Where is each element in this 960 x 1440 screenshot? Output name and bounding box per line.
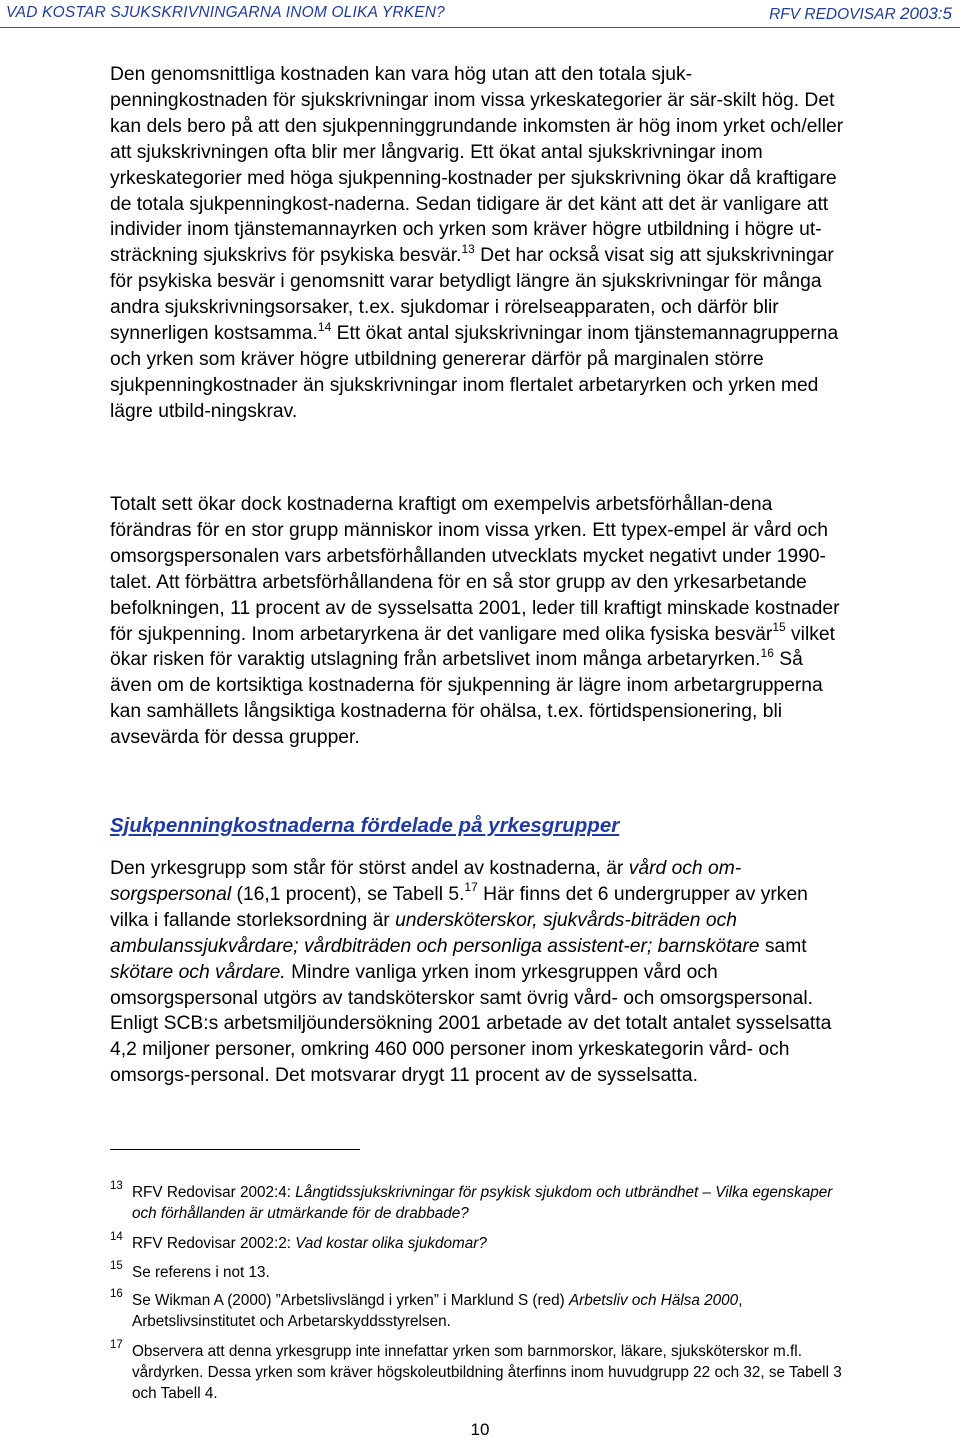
paragraph-3-text-a: Den yrkesgrupp som står för störst andel av kostnaderna, är	[110, 858, 629, 879]
footnote-17	[110, 1341, 850, 1404]
running-header	[0, 0, 960, 28]
paragraph-2	[110, 492, 845, 751]
footnote-ref-14: 14	[317, 319, 332, 334]
paragraph-2-text-b: vilket ökar risken för varaktig utslagning från arbetslivet inom många arbetaryrken.	[110, 623, 835, 671]
footnote-text	[132, 1182, 850, 1224]
footnote-16-publisher: , Arbetslivsinstitutet och Arbetarskyddsstyrelsen.	[132, 1292, 743, 1330]
footnote-13	[110, 1182, 850, 1224]
header-rule	[0, 27, 960, 28]
paragraph-2-text-a: Totalt sett ökar dock kostnaderna kraftigt om exempelvis arbetsförhållan-dena förändras för en stor grupp människor inom vissa yrken. Ett typex-empel är vård och omsorgspersonalen vars arbetsförhållanden utvecklats mycket negativt under 1990-talet. Att förbättra arbetsförhållandena för en så stor grupp av den yrkesarbetande befolkningen, 11 procent av de sysselsatta 2001, leder till kraftigt minskade kostnader för sjukpenning. Inom arbetaryrkena är det vanligare med olika fysiska besvär	[110, 494, 840, 645]
footnote-15	[110, 1262, 850, 1283]
paragraph-3-em-c: undersköterskor, sjukvårds-biträden och ambulanssjukvårdare; vårdbiträden och personliga assistent-er; barnskötare	[110, 909, 760, 957]
paragraph-1-text-b: Det har också visat sig att sjukskrivningar för psykiska besvär i genomsnitt varar betydligt längre än sjukskrivningar för många andra sjukskrivningsorsaker, t.ex. sjukdomar i rörelseapparaten, och därför blir synnerligen kostsamma.	[110, 245, 834, 345]
footnote-13-title: Långtidssjukskrivningar för psykisk sjukdom och utbrändhet – Vilka egenskaper och förhållanden är utmärkande för de drabbade?	[132, 1184, 833, 1222]
footnote-number: 15	[110, 1260, 123, 1272]
footnote-number: 14	[110, 1231, 123, 1243]
footnote-text: Observera att denna yrkesgrupp inte innefattar yrken som barnmorskor, läkare, sjuksköterskor m.fl. vårdyrken. Dessa yrken som kräver högskoleutbildning återfinns inom huvudgrupp 22 och 32, se Tabell 3 och Tabell 4.	[132, 1343, 842, 1402]
footnote-separator	[110, 1149, 360, 1150]
footnote-ref-17: 17	[464, 880, 478, 895]
footnote-ref-15: 15	[772, 620, 786, 635]
paragraph-2-text-c: Så även om de kortsiktiga kostnaderna för sjukpenning är lägre inom arbetargrupperna kan samhällets långsiktiga kostnaderna för ohälsa, t.ex. förtidspensionering, bli avsevärda för dessa grupper.	[110, 649, 823, 749]
paragraph-3-em-d: skötare och vårdare.	[110, 961, 286, 983]
footnote-14-source: RFV Redovisar 2002:2:	[132, 1235, 296, 1252]
footnote-text	[132, 1233, 850, 1254]
footnote-text	[132, 1290, 850, 1332]
footnote-13-source: RFV Redovisar 2002:4:	[132, 1184, 296, 1201]
footnote-number: 16	[110, 1288, 123, 1300]
section-heading: Sjukpenningkostnaderna fördelade på yrkesgrupper	[110, 814, 620, 837]
footnote-16	[110, 1290, 850, 1332]
paragraph-3-text-d: samt	[759, 935, 807, 957]
header-series-label: RFV REDOVISAR	[769, 6, 900, 23]
paragraph-3-text-b: (16,1 procent), se Tabell 5.	[231, 883, 465, 905]
paragraph-1-text-c: Ett ökat antal sjukskrivningar inom tjänstemannagrupperna och yrken som kräver högre utbildning genererar därför på marginalen större sjukpenningkostnader än sjukskrivningar inom flertalet arbetaryrken och yrken med lägre utbild-ningskrav.	[110, 323, 839, 422]
paragraph-1	[110, 62, 845, 425]
paragraph-3	[110, 856, 845, 1089]
paragraph-1-text-a: Den genomsnittliga kostnaden kan vara hög utan att den totala sjuk-penningkostnaden för sjukskrivningar inom vissa yrkeskategorier är sär-skilt hög. Det kan dels bero på att den sjukpenninggrundande inkomsten är hög inom yrket och/eller att sjukskrivningen ofta blir mer långvarig. Ett ökat antal sjukskrivningar inom yrkeskategorier med höga sjukpenning-kostnader per sjukskrivning ökar då kraftigare de totala sjukpenningkost-naderna. Sedan tidigare är det känt att det är vanligare att individer inom tjänstemannayrken och yrken som kräver högre utbildning i högre ut-sträckning sjukskrivs för psykiska besvär.	[110, 64, 844, 267]
footnote-number: 17	[110, 1339, 123, 1351]
footnote-text: Se referens i not 13.	[132, 1264, 270, 1281]
footnote-ref-16: 16	[760, 646, 774, 661]
footnote-number: 13	[110, 1180, 123, 1192]
footnote-14	[110, 1233, 850, 1254]
header-series-number: 2003:5	[900, 4, 952, 23]
footnote-14-title: Vad kostar olika sjukdomar?	[295, 1235, 487, 1252]
header-title: VAD KOSTAR SJUKSKRIVNINGARNA INOM OLIKA YRKEN?	[6, 4, 445, 21]
page-number: 10	[470, 1420, 490, 1439]
paragraph-3-text-e: Mindre vanliga yrken inom yrkesgruppen vård och omsorgspersonal utgörs av tandsköterskor samt övrig vård- och omsorgspersonal. Enligt SCB:s arbetsmiljöundersökning 2001 arbetade av det totalt antalet sysselsatta 4,2 miljoner personer, omkring 460 000 personer inom yrkeskategorin vård- och omsorgs-personal. Det motsvarar drygt 11 procent av de sysselsatta.	[110, 961, 832, 1087]
footnote-16-source: Se Wikman A (2000) ”Arbetslivslängd i yrken” i Marklund S (red)	[132, 1292, 569, 1309]
footnote-16-title: Arbetsliv och Hälsa 2000	[568, 1292, 739, 1309]
header-series	[769, 4, 952, 24]
paragraph-3-em-a: vård och om-sorgspersonal	[110, 858, 742, 905]
footnote-ref-13: 13	[461, 241, 475, 256]
paragraph-3-text-c: Här finns det 6 undergrupper av yrken vilka i fallande storleksordning är	[110, 883, 808, 931]
